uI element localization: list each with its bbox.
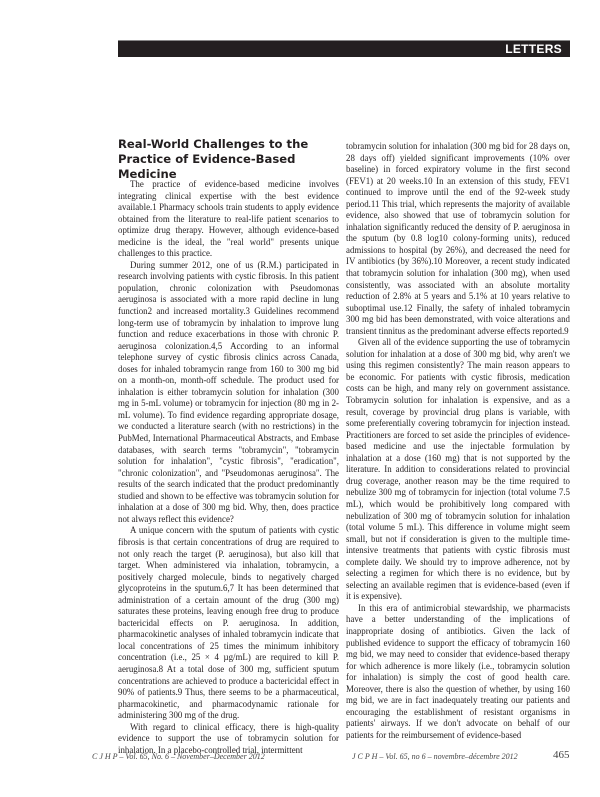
section-banner xyxy=(118,40,570,57)
article-title: Real-World Challenges to the Practice of Evidence-Based Medicine xyxy=(118,137,309,181)
right-column xyxy=(346,141,570,741)
paragraph: During summer 2012, one of us (R.M.) participated in research involving patients with cystic fibrosis. In this patient population, chronic colonization with Pseudomonas aeruginosa is associated with a more rapid decline in lung function2 and increased mortality.3 Guidelines recommend long-term use of tobramycin by inhalation to improve lung function and reduce exacerbations in those with chronic P. aeruginosa colonization.4,5 According to an informal telephone survey of cystic fibrosis clinics across Canada, doses for inhaled tobramycin range from 160 to 300 mg bid on a month-on, month-off schedule. The product used for inhalation is either tobramycin solution for inhalation (300 mg in 5-mL volume) or tobramycin for injection (80 mg in 2-mL volume). To find evidence regarding appropriate dosage, we conducted a literature search (with no restrictions) in the PubMed, International Pharmaceutical Abstracts, and Embase databases, with search terms "tobramycin", "tobramycin solution for inhalation", "cystic fibrosis", "eradication", "chronic colonization", and "Pseudomonas aeruginosa". The results of the search indicated that the product predominantly studied and shown to be effective was tobramycin solution for inhalation at a dose of 300 mg bid. Why, then, does practice not always reflect this evidence? xyxy=(118,259,339,524)
footer-citation-english: C J H P – Vol. 65, No. 6 – November–December 2012 xyxy=(92,752,265,761)
paragraph: In this era of antimicrobial stewardship, we pharmacists have a better understanding of the implications of inappropriate dosing of antibiotics. Given the lack of published evidence to support the efficacy of tobramycin 160 mg bid, we may need to consider that evidence-based therapy for which adherence is more likely (i.e., tobramycin solution for inhalation) is simply the cost of good health care. Moreover, there is also the question of whether, by using 160 mg bid, we are in fact inadequately treating our patients and encouraging the establishment of resistant organisms in patients' airways. If we don't advocate on behalf of our patients for the reimbursement of evidence-based xyxy=(346,602,570,740)
paragraph: tobramycin solution for inhalation (300 mg bid for 28 days on, 28 days off) yielded significant improvements (10% over baseline) in forced expiratory volume in the first second (FEV1) at 20 weeks.10 In an extension of this study, FEV1 continued to improve until the end of the 92-week study period.11 This trial, which represents the majority of available evidence, also showed that use of tobramycin solution for inhalation significantly reduced the density of P. aeruginosa in the sputum (by 0.8 log10 colony-forming units), reduced admissions to hospital (by 26%), and decreased the need for IV antibiotics (by 36%).10 Moreover, a recent study indicated that tobramycin solution for inhalation (300 mg), when used consistently, was associated with an absolute mortality reduction of 2.8% at 5 years and 5.1% at 10 years relative to suboptimal use.12 Finally, the safety of inhaled tobramycin 300 mg bid has been demonstrated, with voice alterations and transient tinnitus as the predominant adverse effects reported.9 xyxy=(346,141,570,336)
paragraph: Given all of the evidence supporting the use of tobramycin solution for inhalation at a dose of 300 mg bid, why aren't we using this regimen consistently? The main reason appears to be economic. For patients with cystic fibrosis, medication costs can be high, and many rely on government assistance. Tobramycin solution for inhalation is expensive, and as a result, coverage by provincial drug plans is variable, with some preferentially covering tobramycin for injection instead. Practitioners are forced to set aside the principles of evidence-based medicine and use the injectable formulation by inhalation at a dose (160 mg) that is not supported by the literature. In addition to considerations related to provincial drug coverage, another reason may be the time required to nebulize 300 mg of tobramycin for injection (total volume 7.5 mL), which would be prohibitively long compared with nebulization of 300 mg of tobramycin solution for inhalation (total volume 5 mL). This difference in volume might seem small, but not if consideration is given to the multiple time-intensive treatments that patients with cystic fibrosis must complete daily. We should try to improve adherence, not by selecting a regimen for which there is no evidence, but by selecting an available regimen that is evidence-based (even if it is expensive). xyxy=(346,337,570,602)
page-number: 465 xyxy=(553,749,570,761)
footer-citation-french: J C P H – Vol. 65, no 6 – novembre–décembre 2012 xyxy=(352,752,518,761)
paragraph: With regard to clinical efficacy, there is high-quality evidence to support the use of tobramycin solution for inhalation. In a placebo-controlled trial, intermittent xyxy=(118,721,339,755)
paragraph: A unique concern with the sputum of patients with cystic fibrosis is that certain concentrations of drug are required to not only reach the target (P. aeruginosa), but also kill that target. When administered via inhalation, tobramycin, a positively charged molecule, binds to negatively charged glycoproteins in the sputum.6,7 It has been determined that administration of a certain amount of the drug (300 mg) saturates these proteins, leaving enough free drug to produce bactericidal effects on P. aeruginosa. In addition, pharmacokinetic analyses of inhaled tobramycin indicate that local concentrations of 25 times the minimum inhibitory concentration (i.e., 25 × 4 µg/mL) are required to kill P. aeruginosa.8 At a total dose of 300 mg, sufficient sputum concentrations are achieved to produce a bactericidal effect in 90% of patients.9 Thus, there seems to be a pharmaceutical, pharmacokinetic, and pharmacodynamic rationale for administering 300 mg of the drug. xyxy=(118,525,339,721)
paragraph: The practice of evidence-based medicine involves integrating clinical expertise with the best evidence available.1 Pharmacy schools train students to apply evidence obtained from the literature to real-life patient scenarios to optimize drug therapy. However, although evidence-based medicine is the ideal, the "real world" presents unique challenges to this practice. xyxy=(118,179,339,259)
section-label: LETTERS xyxy=(505,42,562,56)
left-column xyxy=(118,179,339,756)
